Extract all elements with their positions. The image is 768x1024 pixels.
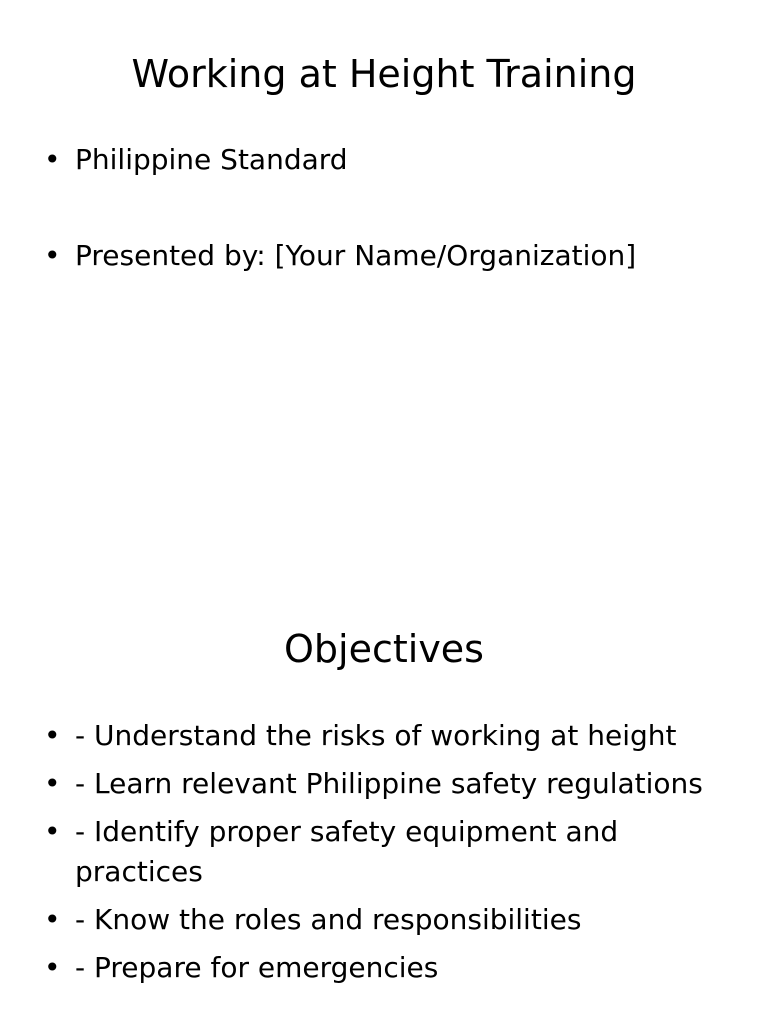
bullet-text: - Learn relevant Philippine safety regulations (75, 767, 703, 800)
bullet-icon: • (44, 239, 61, 272)
bullet-item (0, 716, 768, 756)
bullet-text: - Understand the risks of working at height (75, 719, 677, 752)
slide-title: Working at Height Training (131, 52, 637, 96)
bullet-list (0, 716, 768, 996)
bullet-icon: • (44, 767, 61, 800)
bullet-item (0, 236, 768, 276)
bullet-icon: • (44, 143, 61, 176)
bullet-text: Philippine Standard (75, 143, 348, 176)
bullet-list (0, 140, 768, 332)
bullet-icon: • (44, 719, 61, 752)
bullet-text: - Identify proper safety equipment and practices (75, 815, 619, 888)
slide-objectives (0, 576, 768, 1024)
bullet-text: - Prepare for emergencies (75, 951, 439, 984)
bullet-text: Presented by: [Your Name/Organization] (75, 239, 637, 272)
slide-title: Objectives (284, 627, 484, 671)
bullet-item (0, 948, 768, 988)
bullet-icon: • (44, 815, 61, 848)
bullet-item (0, 140, 768, 180)
bullet-icon: • (44, 903, 61, 936)
bullet-item (0, 900, 768, 940)
bullet-icon: • (44, 951, 61, 984)
bullet-text: - Know the roles and responsibilities (75, 903, 582, 936)
bullet-item (0, 812, 768, 892)
bullet-item (0, 764, 768, 804)
